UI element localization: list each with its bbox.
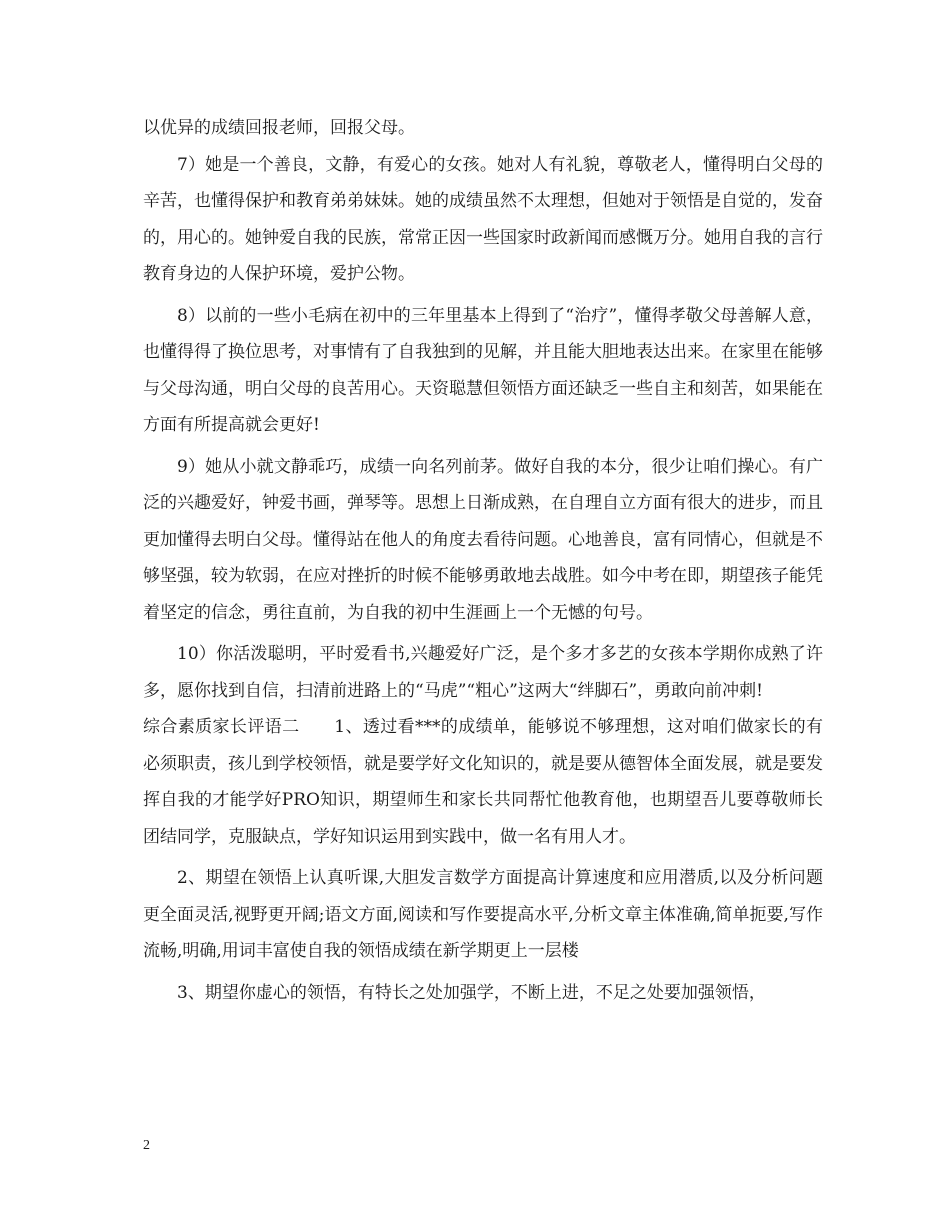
paragraph-9: 9）她从小就文静乖巧，成绩一向名列前茅。做好自我的本分，很少让咱们操心。有广泛的兴趣爱好，钟爱书画，弹琴等。思想上日渐成熟，在自理自立方面有很大的进步，而且更加懂得去明白父母。懂得站在他人的角度去看待问题。心地善良，富有同情心，但就是不够坚强，较为软弱，在应对挫折的时候不能够勇敢地去战胜。如今中考在即，期望孩子能凭着坚定的信念，勇往直前，为自我的初中生涯画上一个无憾的句号。 (143, 456, 823, 623)
paragraph-1: 以优异的成绩回报老师，回报父母。 (143, 118, 415, 138)
paragraph-parent-comment-2: 综合素质家长评语二 1、透过看***的成绩单，能够说不够理想，这对咱们做家长的有必须职责，孩儿到学校领悟，就是要学好文化知识的，就是要从德智体全面发展，就是要发挥自我的才能学好PRO知识，期望师生和家长共同帮忙他教育他，也期望吾儿要尊敬师长团结同学，克服缺点，学好知识运用到实践中，做一名有用人才。 (143, 717, 823, 847)
paragraph-item-3: 3、期望你虚心的领悟，有特长之处加强学，不断上进，不足之处要加强领悟， (177, 982, 766, 1003)
paragraph-7: 7）她是一个善良，文静，有爱心的女孩。她对人有礼貌，尊敬老人，懂得明白父母的辛苦，也懂得保护和教育弟弟妹妹。她的成绩虽然不太理想，但她对于领悟是自觉的，发奋的，用心的。她钟爱自我的民族，常常正因一些国家时政新闻而感慨万分。她用自我的言行教育身边的人保护环境，爱护公物。 (143, 154, 823, 284)
page-number: 2 (143, 1138, 150, 1153)
paragraph-10: 10）你活泼聪明，平时爱看书,兴趣爱好广泛，是个多才多艺的女孩本学期你成熟了许多，愿你找到自信，扫清前进路上的“马虎”“粗心”这两大“绊脚石”，勇敢向前冲刺! (143, 644, 823, 701)
paragraph-8: 8）以前的一些小毛病在初中的三年里基本上得到了“治疗”，懂得孝敬父母善解人意，也懂得得了换位思考，对事情有了自我独到的见解，并且能大胆地表达出来。在家里在能够与父母沟通，明白父母的良苦用心。天资聪慧但领悟方面还缺乏一些自主和刻苦，如果能在方面有所提高就会更好! (143, 305, 823, 435)
document-page (143, 110, 823, 1011)
paragraph-item-2: 2、期望在领悟上认真听课,大胆发言数学方面提高计算速度和应用潜质,以及分析问题更全面灵活,视野更开阔;语文方面,阅读和写作要提高水平,分析文章主体准确,简单扼要,写作流畅,明确,用词丰富使自我的领悟成绩在新学期更上一层楼 (143, 868, 823, 961)
